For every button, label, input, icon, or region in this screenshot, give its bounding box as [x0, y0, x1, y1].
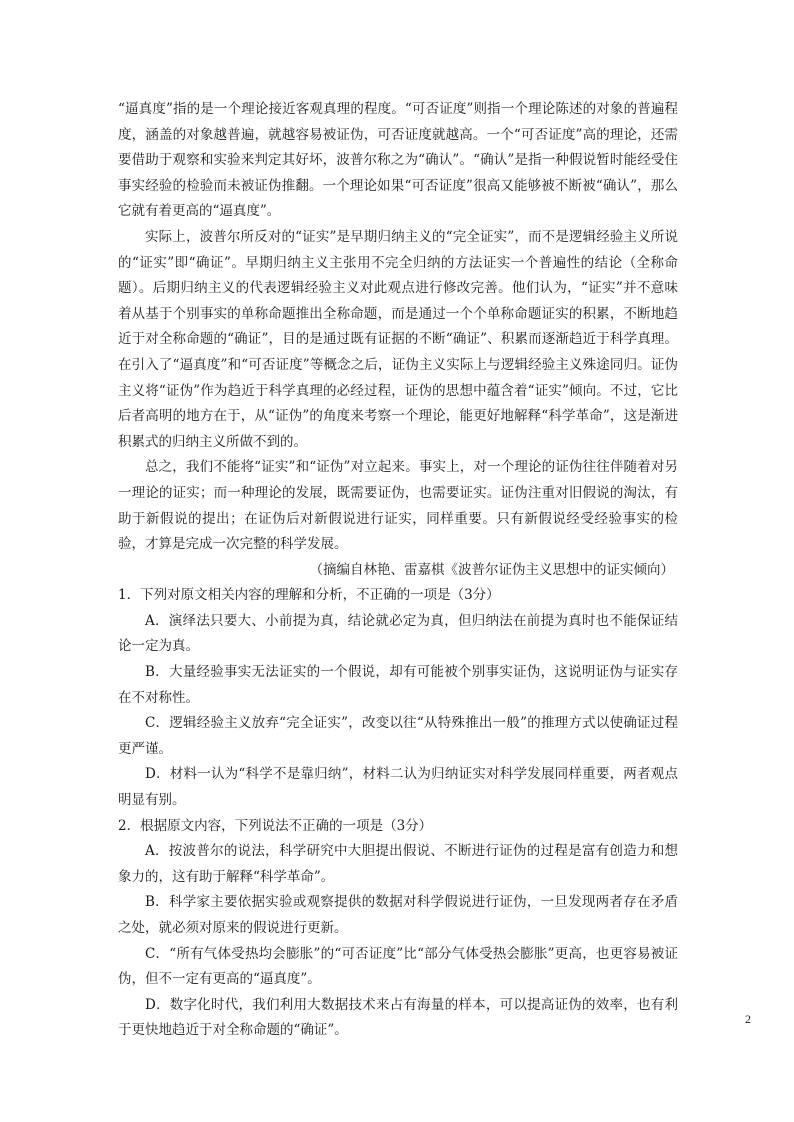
question-1-option-c: C．逻辑经验主义放弃“完全证实”，改变以往“从特殊推出一般”的推理方式以使确证过程更严谨。 [118, 715, 678, 757]
page-content [118, 97, 678, 1044]
passage-paragraph-2: 实际上，波普尔所反对的“证实”是早期归纳主义的“完全证实”，而不是逻辑经验主义所说的“证实”即“确证”。早期归纳主义主张用不完全归纳的方法证实一个普遍性的结论（全称命题）。后期归纳主义的代表逻辑经验主义对此观点进行修改完善。他们认为，“证实”并不意味着从基于个别事实的单称命题推出全称命题，而是通过一个个单称命题证实的积累，不断地趋近于对全称命题的“确证”，目的是通过既有证据的不断“确证”、积累而逐渐趋近于科学真理。在引入了“逼真度”和“可否证度”等概念之后，证伪主义实际上与逻辑经验主义殊途同归。证伪主义将“证伪”作为趋近于科学真理的必经过程，证伪的思想中蕴含着“证实”倾向。不过，它比后者高明的地方在于，从“证伪”的角度来考察一个理论，能更好地解释“科学革命”，这是渐进积累式的归纳主义所做不到的。 [118, 228, 678, 450]
question-2-option-a: A．按波普尔的说法，科学研究中大胆提出假说、不断进行证伪的过程是富有创造力和想象力的，这有助于解释“科学革命”。 [118, 843, 678, 885]
question-1-stem: 1．下列对原文相关内容的理解和分析，不正确的一项是（3分） [118, 587, 500, 604]
question-2-option-d: D．数字化时代，我们利用大数据技术来占有海量的样本，可以提高证伪的效率，也有利于更快地趋近于对全称命题的“确证”。 [118, 996, 678, 1039]
question-1-option-a: A．演绎法只要大、小前提为真，结论就必定为真，但归纳法在前提为真时也不能保证结论一定为真。 [118, 612, 678, 655]
passage-paragraph-3: 总之，我们不能将“证实”和“证伪”对立起来。事实上，对一个理论的证伪往往伴随着对另一理论的证实；而一种理论的发展，既需要证伪，也需要证实。证伪注重对旧假说的淘汰，有助于新假说的提出；在证伪后对新假说进行证实，同样重要。只有新假说经受经验事实的检验，才算是完成一次完整的科学发展。 [118, 459, 678, 553]
passage-paragraph-1: “逼真度”指的是一个理论接近客观真理的程度。“可否证度”则指一个理论陈述的对象的普遍程度，涵盖的对象越普遍，就越容易被证伪，可否证度就越高。一个“可否证度”高的理论，还需要借助于观察和实验来判定其好坏，波普尔称之为“确认”。“确认”是指一种假说暂时能经受住事实经验的检验而未被证伪推翻。一个理论如果“可否证度”很高又能够被不断被“确认”，那么它就有着更高的“逼真度”。 [118, 101, 678, 220]
question-2-stem: 2．根据原文内容，下列说法不正确的一项是（3分） [118, 817, 433, 834]
question-2-option-b: B．科学家主要依据实验或观察提供的数据对科学假说进行证伪，一旦发现两者存在矛盾之处，就必须对原来的假说进行更新。 [118, 894, 678, 936]
question-2-option-c: C．“所有气体受热均会膨胀”的“可否证度”比“部分气体受热会膨胀”更高，也更容易被证伪，但不一定有更高的“逼真度”。 [118, 945, 678, 988]
question-1-option-b: B．大量经验事实无法证实的一个假说，却有可能被个别事实证伪，这说明证伪与证实存在不对称性。 [118, 664, 678, 706]
question-1-option-d: D．材料一认为“科学不是靠归纳”，材料二认为归纳证实对科学发展同样重要，两者观点明显有别。 [118, 766, 678, 809]
page-number: 2 [745, 1012, 751, 1026]
passage-source: （摘编自林艳、雷嘉棋《波普尔证伪主义思想中的证实倾向） [309, 561, 674, 578]
